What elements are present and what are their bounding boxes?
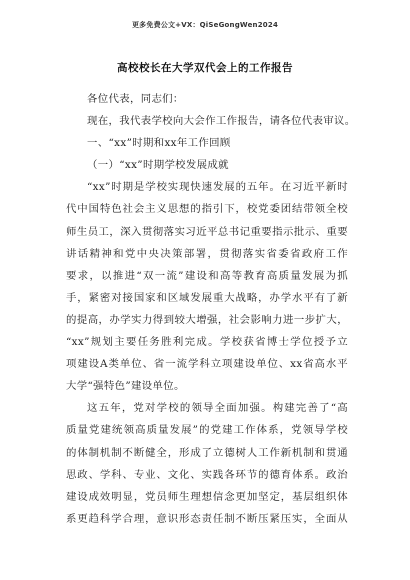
body-line: 师生员工，深入贯彻落实习近平总书记重要指示批示、重要 xyxy=(66,225,348,238)
body-line: “xx”时期是学校实现快速发展的五年。在习近平新时 xyxy=(87,181,348,194)
watermark-text: 更多免费公文+VX：QiSeGongWen2024 xyxy=(131,21,279,29)
body-line: 各位代表，同志们： xyxy=(87,93,184,105)
body-line: 讲话精神和党中央决策部署，贯彻落实省委省政府工作 xyxy=(66,247,348,260)
document-title: 高校校长在大学双代会上的工作报告 xyxy=(117,62,293,74)
body-line: 的体制机制不断健全，形成了立德树人工作新机制和贯通 xyxy=(66,446,348,459)
body-line: 要求，以推进“双一流”建设和高等教育高质量发展为抓 xyxy=(66,269,348,282)
body-line: 建设成效明显，党员师生理想信念更加坚定，基层组织体 xyxy=(66,490,348,503)
body-line: 这五年，党对学校的领导全面加强。构建完善了“高 xyxy=(87,402,348,415)
document-body xyxy=(66,88,356,530)
body-line: 的提高，办学实力得到较大增强，社会影响力进一步扩大， xyxy=(66,313,348,326)
body-line: （一）“xx”时期学校发展成就 xyxy=(87,159,229,172)
body-line: 代中国特色社会主义思想的指引下，校党委团结带领全校 xyxy=(66,203,348,216)
body-line: 手，紧密对接国家和区域发展重大战略，办学水平有了新 xyxy=(66,291,348,304)
body-line: “xx”规划主要任务胜利完成。学校获省博士学位授予立 xyxy=(66,336,348,349)
body-line: 思政、学科、专业、文化、实践各环节的德育体系。政治 xyxy=(66,468,348,481)
body-line: 质量党建统领高质量发展”的党建工作体系，党领导学校 xyxy=(66,424,348,437)
body-line: 系更趋科学合理，意识形态责任制不断压紧压实，全面从 xyxy=(66,512,348,525)
body-line: 项建设A类单位、省一流学科立项建设单位、xx省高水平 xyxy=(66,358,348,371)
body-line: 一、“xx”时期和xx年工作回顾 xyxy=(87,137,231,150)
body-line: 现在，我代表学校向大会作工作报告，请各位代表审议。 xyxy=(87,115,356,128)
body-line: 大学“强特色”建设单位。 xyxy=(66,380,185,393)
